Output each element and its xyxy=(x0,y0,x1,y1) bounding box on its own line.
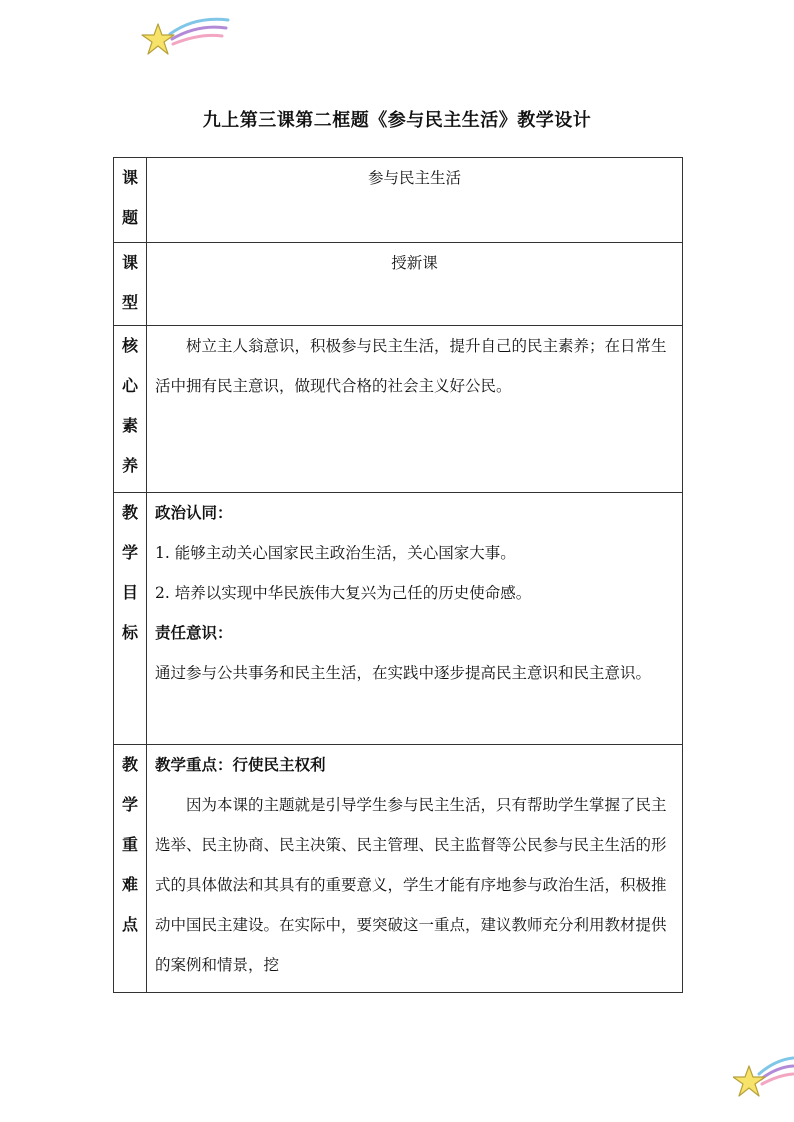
row-content-cell xyxy=(147,745,683,993)
row-label xyxy=(114,493,146,653)
label-char: 学 xyxy=(121,543,138,562)
label-char: 课 xyxy=(121,253,138,272)
row-label-cell xyxy=(114,243,147,326)
row-content-cell xyxy=(147,243,683,326)
shooting-star-icon xyxy=(140,14,230,60)
lesson-topic: 参与民主生活 xyxy=(367,169,461,187)
key-difficult-points xyxy=(147,745,682,985)
table-row xyxy=(114,158,683,243)
row-content-cell xyxy=(147,158,683,243)
objective-item: 1. 能够主动关心国家民主政治生活，关心国家大事。 xyxy=(155,544,516,562)
label-char: 型 xyxy=(121,293,138,312)
teaching-objectives xyxy=(147,493,682,693)
table-row xyxy=(114,326,683,493)
lesson-plan-table xyxy=(113,157,683,993)
row-label-cell xyxy=(114,158,147,243)
label-char: 教 xyxy=(121,755,138,774)
label-char: 标 xyxy=(121,623,138,642)
label-char: 素 xyxy=(121,416,138,435)
label-char: 养 xyxy=(121,456,138,475)
row-label xyxy=(114,745,146,945)
row-content-cell xyxy=(147,326,683,493)
row-label-cell xyxy=(114,326,147,493)
label-char: 学 xyxy=(121,795,138,814)
label-char: 点 xyxy=(121,915,138,934)
label-char: 课 xyxy=(121,168,138,187)
label-char: 目 xyxy=(121,583,138,602)
objective-heading: 政治认同： xyxy=(155,504,233,522)
objective-item: 2. 培养以实现中华民族伟大复兴为己任的历史使命感。 xyxy=(155,584,532,602)
label-char: 教 xyxy=(121,503,138,522)
row-label-cell xyxy=(114,493,147,745)
label-char: 难 xyxy=(121,875,138,894)
label-char: 题 xyxy=(121,208,138,227)
label-char: 重 xyxy=(121,835,138,854)
label-char: 心 xyxy=(121,376,138,395)
table-row xyxy=(114,745,683,993)
key-point-heading: 教学重点：行使民主权利 xyxy=(155,756,326,774)
table-row xyxy=(114,243,683,326)
row-label xyxy=(114,326,146,486)
table-row xyxy=(114,493,683,745)
row-label xyxy=(114,243,146,323)
shooting-star-icon xyxy=(733,1052,794,1102)
key-point-paragraph: 因为本课的主题就是引导学生参与民主生活，只有帮助学生掌握了民主选举、民主协商、民主决策、民主管理、民主监督等公民参与民主生活的形式的具体做法和其具有的重要意义，学生才能有序地参与政治生活，积极推动中国民主建设。在实际中，要突破这一重点，建议教师充分利用教材提供的案例和情景，挖 xyxy=(155,796,667,974)
lesson-type: 授新课 xyxy=(391,254,438,272)
label-char: 核 xyxy=(121,336,138,355)
row-content-cell xyxy=(147,493,683,745)
page-title: 九上第三课第二框题《参与民主生活》教学设计 xyxy=(202,110,592,131)
row-label xyxy=(114,158,146,238)
objective-heading: 责任意识： xyxy=(155,624,233,642)
objective-item: 通过参与公共事务和民主生活，在实践中逐步提高民主意识和民主意识。 xyxy=(155,664,652,682)
core-literacy-text: 树立主人翁意识，积极参与民主生活，提升自己的民主素养；在日常生活中拥有民主意识，做现代合格的社会主义好公民。 xyxy=(155,337,667,395)
row-label-cell xyxy=(114,745,147,993)
